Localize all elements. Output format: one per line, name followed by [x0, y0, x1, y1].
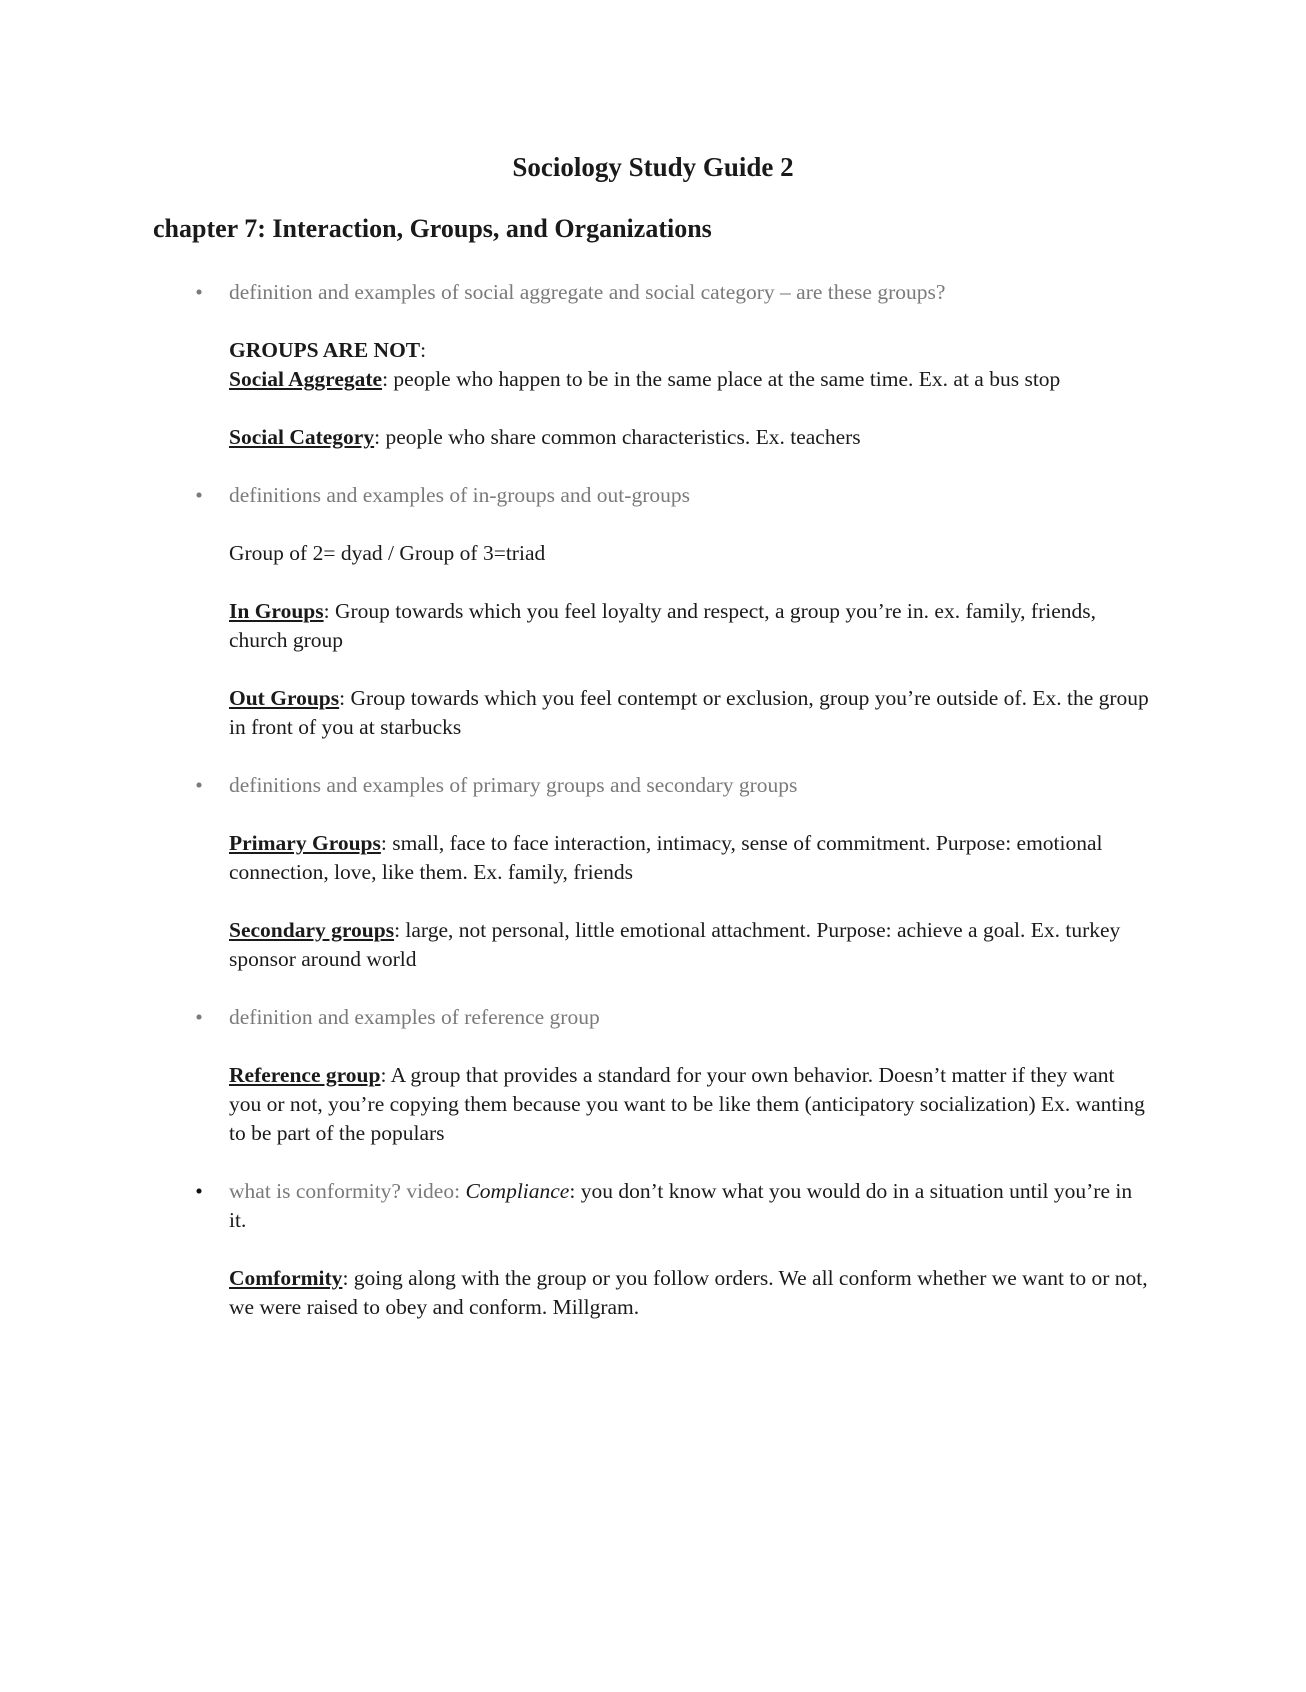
- term-social-aggregate: Social Aggregate: [229, 367, 383, 391]
- bullet-item-reference-group: [195, 1003, 1149, 1032]
- term-secondary-groups: Secondary groups: [229, 918, 395, 942]
- term-out-groups: Out Groups: [229, 686, 340, 710]
- bullet-item-conformity: [195, 1177, 1149, 1235]
- bullet-prompt: definition and examples of social aggregate and social category – are these groups?: [229, 280, 946, 304]
- term-conformity: Comformity: [229, 1266, 343, 1290]
- document-title: Sociology Study Guide 2: [512, 152, 794, 182]
- term-primary-groups: Primary Groups: [229, 831, 381, 855]
- bullet-icon: •: [195, 1005, 203, 1029]
- bullet-icon: •: [195, 483, 203, 507]
- definition-text: : large, not personal, little emotional attachment. Purpose: achieve a goal. Ex. turkey sponsor around world: [229, 918, 1121, 971]
- bullet-prompt: definitions and examples of primary groups and secondary groups: [229, 773, 798, 797]
- definition-text: : you don’t know what you would do in a situation until you’re in it.: [229, 1179, 1133, 1232]
- conformity-definition: [229, 1264, 1149, 1322]
- in-groups-definition: [229, 597, 1149, 655]
- bullet-icon: •: [195, 280, 203, 304]
- term-in-groups: In Groups: [229, 599, 324, 623]
- dyad-triad-line: Group of 2= dyad / Group of 3=triad: [229, 541, 546, 565]
- definition-text: : Group towards which you feel contempt or exclusion, group you’re outside of. Ex. the group in front of you at starbucks: [229, 686, 1149, 739]
- chapter-heading: chapter 7: Interaction, Groups, and Organizations: [153, 214, 712, 243]
- bullet-item-aggregate-category: [195, 278, 1149, 307]
- groups-are-not-colon: :: [420, 338, 427, 362]
- definition-text: : people who share common characteristics. Ex. teachers: [374, 425, 861, 449]
- bullet-item-primary-secondary: [195, 771, 1149, 800]
- definition-text: : going along with the group or you follow orders. We all conform whether we want to or not, we were raised to obey and conform. Millgram.: [229, 1266, 1148, 1319]
- reference-group-definition: [229, 1061, 1149, 1148]
- bullet-item-in-out-groups: [195, 481, 1149, 510]
- bullet-prompt: what is conformity? video:: [229, 1179, 466, 1203]
- primary-groups-definition: [229, 829, 1149, 887]
- secondary-groups-definition: [229, 916, 1149, 974]
- out-groups-definition: [229, 684, 1149, 742]
- definition-text: : A group that provides a standard for your own behavior. Doesn’t matter if they want you or not, you’re copying them because you want to be like them (anticipatory socialization) Ex. wanting to be part of the populars: [229, 1063, 1145, 1145]
- social-category-definition: [229, 423, 1149, 452]
- bullet-icon: •: [195, 1179, 203, 1203]
- groups-are-not-line: [229, 336, 1149, 365]
- social-aggregate-definition: [229, 365, 1149, 394]
- groups-are-not-label: GROUPS ARE NOT: [229, 338, 421, 362]
- definition-text: : people who happen to be in the same place at the same time. Ex. at a bus stop: [382, 367, 1061, 391]
- bullet-icon: •: [195, 773, 203, 797]
- bullet-prompt: definitions and examples of in-groups and out-groups: [229, 483, 690, 507]
- term-social-category: Social Category: [229, 425, 375, 449]
- bullet-prompt: definition and examples of reference group: [229, 1005, 600, 1029]
- definition-text: : small, face to face interaction, intimacy, sense of commitment. Purpose: emotional connection, love, like them. Ex. family, friends: [229, 831, 1103, 884]
- definition-text: : Group towards which you feel loyalty and respect, a group you’re in. ex. family, friends, church group: [229, 599, 1096, 652]
- term-reference-group: Reference group: [229, 1063, 381, 1087]
- term-compliance: Compliance: [465, 1179, 570, 1203]
- study-guide-content: [195, 278, 1149, 1322]
